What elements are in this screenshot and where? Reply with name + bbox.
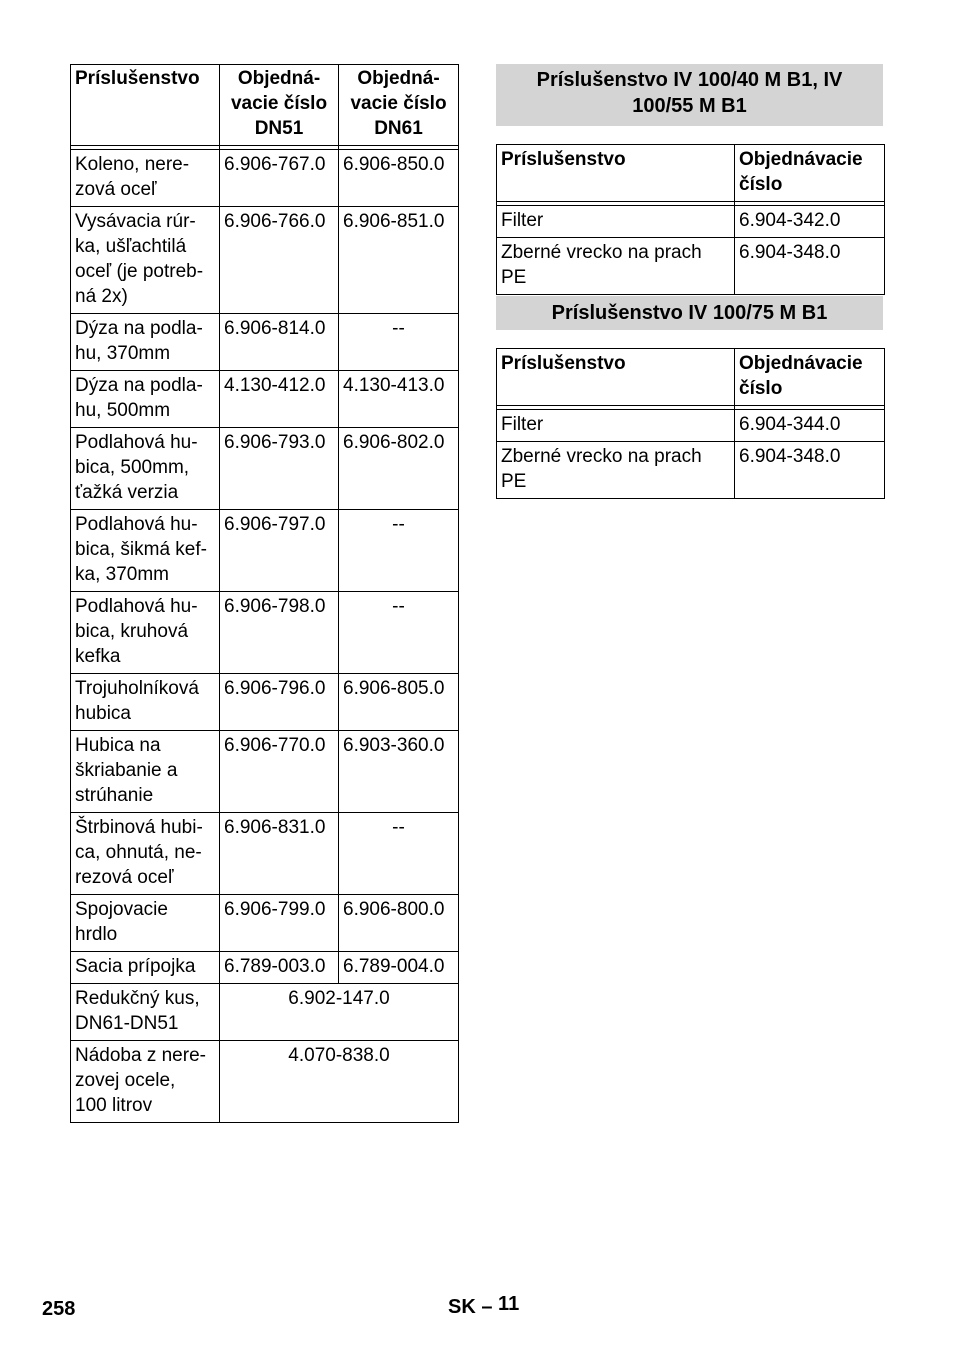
section-heading-iv100-75: Príslušenstvo IV 100/75 M B1 [496,296,883,330]
order-number-dn61: 6.906-850.0 [339,150,459,207]
header-order-number: Objednávacie číslo [735,145,885,202]
table-row [71,592,459,674]
accessories-table-iv100-40-55 [496,144,885,295]
table-row [71,952,459,984]
header-accessory: Príslušenstvo [497,349,735,406]
table-row [71,731,459,813]
section-page-label [448,1293,520,1319]
page-number: 258 [42,1298,76,1320]
order-number-dn61: -- [339,592,459,674]
order-number-dn61: 6.906-800.0 [339,895,459,952]
order-number-dn51: 6.789-003.0 [220,952,339,984]
table-row [497,238,885,295]
dash: – [481,1296,493,1318]
order-number: 6.904-344.0 [735,410,885,442]
accessory-name: Filter [497,410,735,442]
order-number-dn51: 6.906-798.0 [220,592,339,674]
table-row [71,895,459,952]
order-number-dn51: 6.906-770.0 [220,731,339,813]
order-number: 6.904-348.0 [735,238,885,295]
order-number-dn51: 6.906-796.0 [220,674,339,731]
order-number-dn61: -- [339,813,459,895]
accessory-name: Podlahová hu- bica, šikmá kef- ka, 370mm [71,510,220,592]
order-number-merged: 6.902-147.0 [220,984,459,1041]
order-number-dn61: 6.906-805.0 [339,674,459,731]
table-row [71,674,459,731]
order-number-dn51: 6.906-766.0 [220,207,339,314]
order-number-dn51: 6.906-814.0 [220,314,339,371]
header-order-number: Objednávacie číslo [735,349,885,406]
order-number-dn51: 6.906-793.0 [220,428,339,510]
accessory-name: Dýza na podla- hu, 500mm [71,371,220,428]
order-number-dn51: 6.906-767.0 [220,150,339,207]
table-header-row [497,349,885,406]
header-accessory: Príslušenstvo [497,145,735,202]
table-row [71,984,459,1041]
accessories-table-dn [70,64,459,1123]
table-row [497,206,885,238]
order-number-dn61: 6.789-004.0 [339,952,459,984]
accessory-name: Vysávacia rúr- ka, ušľachtilá oceľ (je potreb- ná 2x) [71,207,220,314]
table-row [71,314,459,371]
order-number-dn61: 6.903-360.0 [339,731,459,813]
accessory-name: Sacia prípojka [71,952,220,984]
table-row [71,371,459,428]
order-number-dn51: 6.906-799.0 [220,895,339,952]
language-code: SK [448,1296,476,1318]
accessory-name: Trojuholníková hubica [71,674,220,731]
accessory-name: Koleno, nere- zová oceľ [71,150,220,207]
accessory-name: Filter [497,206,735,238]
table-row [497,410,885,442]
order-number: 6.904-342.0 [735,206,885,238]
accessory-name: Spojovacie hrdlo [71,895,220,952]
order-number-merged: 4.070-838.0 [220,1041,459,1123]
table-row [71,207,459,314]
accessory-name: Zberné vrecko na prach PE [497,238,735,295]
order-number-dn61: -- [339,510,459,592]
header-order-number-dn61: Objedná- vacie číslo DN61 [339,65,459,146]
order-number: 6.904-348.0 [735,442,885,499]
accessory-name: Redukčný kus, DN61-DN51 [71,984,220,1041]
accessory-name: Hubica na škriabanie a strúhanie [71,731,220,813]
header-order-number-dn51: Objedná- vacie číslo DN51 [220,65,339,146]
header-accessory: Príslušenstvo [71,65,220,146]
order-number-dn51: 4.130-412.0 [220,371,339,428]
order-number-dn61: -- [339,314,459,371]
accessories-table-iv100-75 [496,348,885,499]
section-page-number: 11 [498,1293,520,1315]
table-header-row [71,65,459,146]
table-row [71,1041,459,1123]
table-row [71,813,459,895]
table-header-row [497,145,885,202]
accessory-name: Zberné vrecko na prach PE [497,442,735,499]
order-number-dn61: 6.906-851.0 [339,207,459,314]
accessory-name: Podlahová hu- bica, kruhová kefka [71,592,220,674]
accessory-name: Nádoba z nere- zovej ocele, 100 litrov [71,1041,220,1123]
table-row [71,510,459,592]
order-number-dn61: 6.906-802.0 [339,428,459,510]
table-row [497,442,885,499]
order-number-dn51: 6.906-797.0 [220,510,339,592]
accessory-name: Štrbinová hubi- ca, ohnutá, ne- rezová oceľ [71,813,220,895]
section-heading-iv100-40-55: Príslušenstvo IV 100/40 M B1, IV 100/55 M B1 [496,64,883,126]
order-number-dn51: 6.906-831.0 [220,813,339,895]
table-row [71,428,459,510]
table-row [71,150,459,207]
order-number-dn61: 4.130-413.0 [339,371,459,428]
accessory-name: Podlahová hu- bica, 500mm, ťažká verzia [71,428,220,510]
accessory-name: Dýza na podla- hu, 370mm [71,314,220,371]
